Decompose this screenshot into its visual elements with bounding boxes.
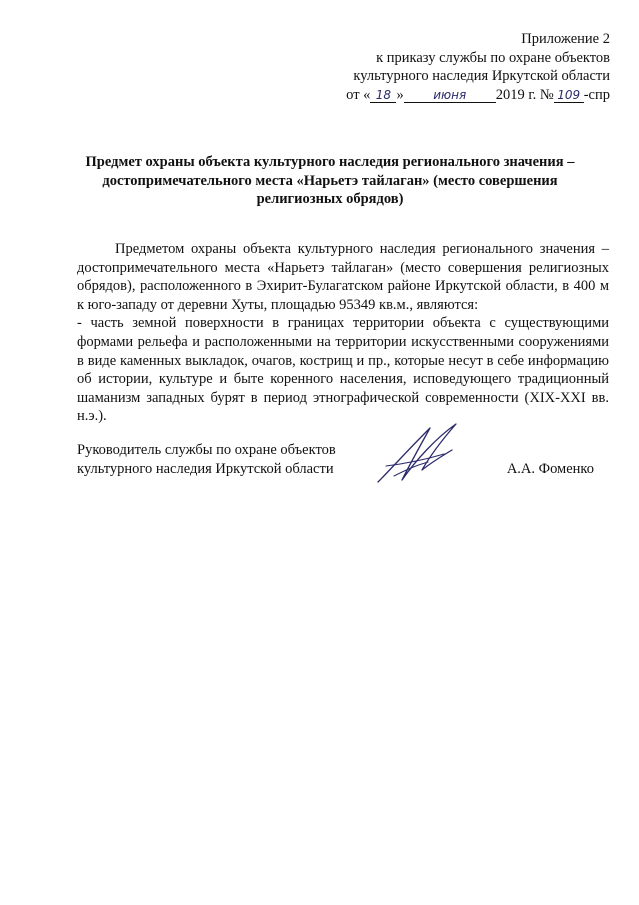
title-line-1: Предмет охраны объекта культурного наследия регионального значения – <box>85 154 575 170</box>
signer-position-line-2: культурного наследия Иркутской области <box>77 460 334 477</box>
body-list-item: - часть земной поверхности в границах территории объекта с существующими формами рельефа и расположенными на территории искусственными сооружениями в виде каменных выкладок, очагов, кострищ и пр., которые несут в себе информацию об истории, культуре и быте коренного населения, исповедующего традиционный шаманизм западных бурят в период этнографической современности (XIX-XXI вв. н.э.). <box>77 315 609 425</box>
document-title <box>60 153 600 209</box>
appendix-order-ref: к приказу службы по охране объектов <box>376 49 610 66</box>
document-body <box>77 240 609 426</box>
date-mid: » <box>396 86 404 103</box>
date-prefix: от « <box>346 86 371 103</box>
handwritten-signature <box>372 420 462 488</box>
signer-position-line-1: Руководитель службы по охране объектов <box>77 442 336 458</box>
date-year: 2019 г. № <box>495 86 554 103</box>
title-line-2: достопримечательного места «Нарьетэ тайлаган» (место совершения <box>102 172 558 189</box>
signer-position <box>77 441 336 478</box>
date-month: июня <box>433 87 467 102</box>
appendix-authority: культурного наследия Иркутской области <box>353 68 610 84</box>
title-line-3: религиозных обрядов) <box>256 191 404 207</box>
appendix-title: Приложение 2 <box>521 31 610 47</box>
order-number: 109 <box>557 87 581 102</box>
appendix-date-line <box>346 86 610 105</box>
body-paragraph: Предметом охраны объекта культурного наследия регионального значения – достопримечательного места «Нарьетэ тайлаган» (место совершения религиозных обрядов), расположенного в Эхирит-Булагатском районе Иркутской области, в 400 м к юго-западу от деревни Хуты, площадью 95349 кв.м., являются: <box>77 241 609 313</box>
signer-name: А.А. Фоменко <box>506 461 594 477</box>
order-suffix: -спр <box>583 86 610 103</box>
appendix-header <box>346 30 610 104</box>
date-day: 18 <box>375 87 392 102</box>
